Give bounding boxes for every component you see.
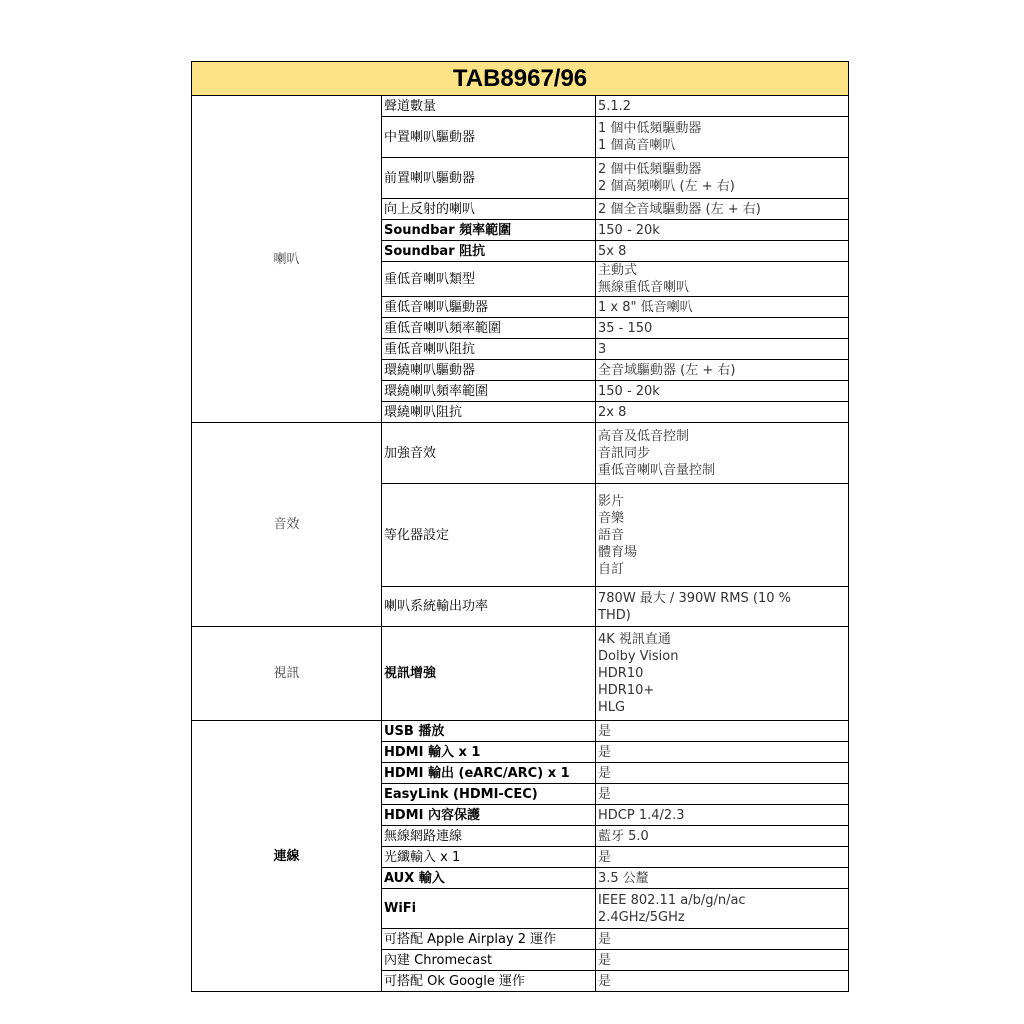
spec-label: AUX 輸入 xyxy=(382,868,596,889)
spec-label: 加強音效 xyxy=(382,423,596,484)
spec-value: 3.5 公釐 xyxy=(596,868,849,889)
spec-label: Soundbar 頻率範圍 xyxy=(382,220,596,241)
spec-label: 可搭配 Ok Google 運作 xyxy=(382,971,596,992)
spec-label: HDMI 內容保護 xyxy=(382,805,596,826)
spec-value: 是 xyxy=(596,929,849,950)
spec-label: 聲道數量 xyxy=(382,96,596,117)
spec-label: HDMI 輸入 x 1 xyxy=(382,742,596,763)
spec-label: 視訊增強 xyxy=(382,627,596,721)
table-title: TAB8967/96 xyxy=(192,62,849,96)
spec-value: 150 - 20k xyxy=(596,381,849,402)
spec-value: 2 個全音域驅動器 (左 + 右) xyxy=(596,199,849,220)
spec-value: 2 個中低頻驅動器 2 個高頻喇叭 (左 + 右) xyxy=(596,158,849,199)
spec-label: 重低音喇叭類型 xyxy=(382,262,596,297)
table-row xyxy=(192,96,849,117)
spec-value: 1 個中低頻驅動器 1 個高音喇叭 xyxy=(596,117,849,158)
category-cell: 喇叭 xyxy=(192,96,382,423)
spec-label: 環繞喇叭頻率範圍 xyxy=(382,381,596,402)
spec-label: 光纖輸入 x 1 xyxy=(382,847,596,868)
spec-label: 內建 Chromecast xyxy=(382,950,596,971)
spec-value: 4K 視訊直通 Dolby Vision HDR10 HDR10+ HLG xyxy=(596,627,849,721)
spec-label: 中置喇叭驅動器 xyxy=(382,117,596,158)
table-row xyxy=(192,721,849,742)
spec-value: 主動式 無線重低音喇叭 xyxy=(596,262,849,297)
spec-label: 重低音喇叭頻率範圍 xyxy=(382,318,596,339)
spec-value: 是 xyxy=(596,847,849,868)
spec-label: HDMI 輸出 (eARC/ARC) x 1 xyxy=(382,763,596,784)
spec-label: 可搭配 Apple Airplay 2 運作 xyxy=(382,929,596,950)
spec-label: 重低音喇叭阻抗 xyxy=(382,339,596,360)
category-cell: 視訊 xyxy=(192,627,382,721)
spec-label: 前置喇叭驅動器 xyxy=(382,158,596,199)
spec-value: IEEE 802.11 a/b/g/n/ac 2.4GHz/5GHz xyxy=(596,889,849,929)
spec-value: 是 xyxy=(596,971,849,992)
spec-label: 喇叭系統輸出功率 xyxy=(382,587,596,627)
spec-label: 無線網路連線 xyxy=(382,826,596,847)
spec-value: 5x 8 xyxy=(596,241,849,262)
spec-value: 3 xyxy=(596,339,849,360)
spec-label: USB 播放 xyxy=(382,721,596,742)
spec-value: 影片 音樂 語音 體育場 自訂 xyxy=(596,484,849,587)
title-row xyxy=(192,62,849,96)
spec-label: WiFi xyxy=(382,889,596,929)
spec-value: 35 - 150 xyxy=(596,318,849,339)
spec-label: 重低音喇叭驅動器 xyxy=(382,297,596,318)
spec-value: 全音域驅動器 (左 + 右) xyxy=(596,360,849,381)
spec-value: 藍牙 5.0 xyxy=(596,826,849,847)
table-row xyxy=(192,627,849,721)
spec-label: 等化器設定 xyxy=(382,484,596,587)
category-cell: 連線 xyxy=(192,721,382,992)
table-row xyxy=(192,423,849,484)
spec-value: 是 xyxy=(596,784,849,805)
spec-value: 高音及低音控制 音訊同步 重低音喇叭音量控制 xyxy=(596,423,849,484)
spec-value: HDCP 1.4/2.3 xyxy=(596,805,849,826)
spec-table xyxy=(191,61,849,992)
spec-value: 是 xyxy=(596,763,849,784)
spec-label: 環繞喇叭驅動器 xyxy=(382,360,596,381)
spec-value: 780W 最大 / 390W RMS (10 % THD) xyxy=(596,587,849,627)
spec-value: 5.1.2 xyxy=(596,96,849,117)
spec-value: 是 xyxy=(596,721,849,742)
spec-value: 150 - 20k xyxy=(596,220,849,241)
spec-label: Soundbar 阻抗 xyxy=(382,241,596,262)
spec-value: 2x 8 xyxy=(596,402,849,423)
spec-label: EasyLink (HDMI-CEC) xyxy=(382,784,596,805)
spec-value: 是 xyxy=(596,950,849,971)
spec-label: 向上反射的喇叭 xyxy=(382,199,596,220)
spec-value: 1 x 8" 低音喇叭 xyxy=(596,297,849,318)
spec-value: 是 xyxy=(596,742,849,763)
spec-label: 環繞喇叭阻抗 xyxy=(382,402,596,423)
category-cell: 音效 xyxy=(192,423,382,627)
